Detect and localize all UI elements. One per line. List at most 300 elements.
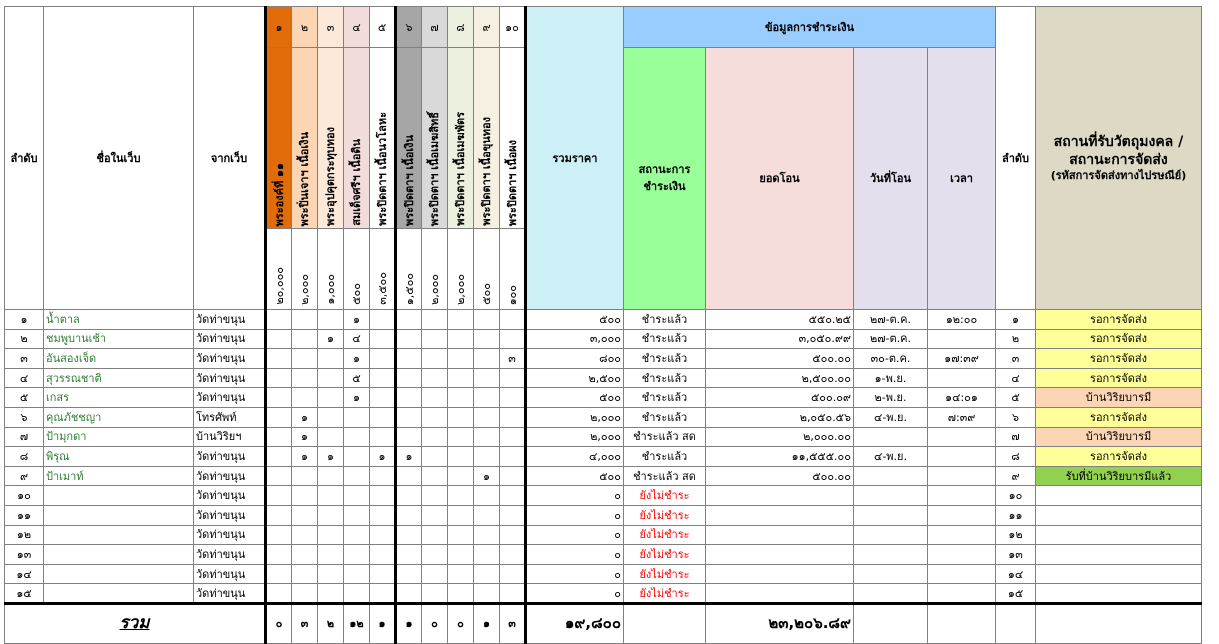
row-from-cell[interactable]: วัดท่าขนุน	[194, 545, 266, 565]
row-status-cell[interactable]: ชำระแล้ว	[624, 349, 706, 369]
row-seq2-cell[interactable]: ๓	[996, 349, 1036, 369]
row-place-cell[interactable]	[1036, 486, 1202, 506]
row-qty-cell-1[interactable]	[266, 564, 292, 584]
row-place-cell[interactable]: รอการจัดส่ง	[1036, 310, 1202, 330]
row-qty-cell-2[interactable]	[292, 329, 318, 349]
row-qty-cell-4[interactable]	[344, 525, 370, 545]
row-qty-cell-8[interactable]	[448, 545, 474, 565]
row-qty-cell-9[interactable]	[474, 486, 500, 506]
row-place-cell[interactable]	[1036, 545, 1202, 565]
row-from-cell[interactable]: วัดท่าขนุน	[194, 564, 266, 584]
row-qty-cell-2[interactable]	[292, 310, 318, 330]
row-qty-cell-9[interactable]	[474, 564, 500, 584]
row-seq-cell[interactable]: ๖	[5, 407, 44, 427]
row-total-cell[interactable]: ๒,๕๐๐	[526, 368, 624, 388]
row-date-cell[interactable]	[854, 545, 928, 565]
row-total-cell[interactable]: ๐	[526, 564, 624, 584]
row-time-cell[interactable]: ๑๗:๓๙	[928, 349, 996, 369]
row-place-cell[interactable]: รอการจัดส่ง	[1036, 407, 1202, 427]
row-name-cell[interactable]	[44, 545, 194, 565]
row-seq2-cell[interactable]: ๑	[996, 310, 1036, 330]
row-qty-cell-2[interactable]	[292, 486, 318, 506]
row-status-cell[interactable]: ชำระแล้ว	[624, 310, 706, 330]
row-date-cell[interactable]: ๑-พ.ย.	[854, 368, 928, 388]
row-qty-cell-2[interactable]	[292, 368, 318, 388]
row-date-cell[interactable]	[854, 486, 928, 506]
row-seq-cell[interactable]: ๙	[5, 466, 44, 486]
row-qty-cell-3[interactable]	[318, 368, 344, 388]
row-qty-cell-2[interactable]	[292, 388, 318, 408]
row-qty-cell-4[interactable]	[344, 564, 370, 584]
row-status-cell[interactable]: ยังไม่ชำระ	[624, 505, 706, 525]
row-qty-cell-1[interactable]	[266, 388, 292, 408]
row-seq2-cell[interactable]: ๒	[996, 329, 1036, 349]
row-qty-cell-3[interactable]	[318, 466, 344, 486]
row-place-cell[interactable]: รอการจัดส่ง	[1036, 368, 1202, 388]
row-qty-cell-5[interactable]	[370, 388, 396, 408]
row-time-cell[interactable]	[928, 584, 996, 604]
row-qty-cell-8[interactable]	[448, 388, 474, 408]
row-time-cell[interactable]	[928, 329, 996, 349]
row-qty-cell-6[interactable]	[396, 310, 422, 330]
row-qty-cell-5[interactable]	[370, 368, 396, 388]
row-place-cell[interactable]: รอการจัดส่ง	[1036, 447, 1202, 467]
row-qty-cell-1[interactable]	[266, 368, 292, 388]
row-seq-cell[interactable]: ๔	[5, 368, 44, 388]
row-time-cell[interactable]	[928, 427, 996, 447]
row-qty-cell-10[interactable]	[500, 407, 526, 427]
row-qty-cell-5[interactable]	[370, 427, 396, 447]
row-seq2-cell[interactable]: ๑๓	[996, 545, 1036, 565]
row-place-cell[interactable]	[1036, 505, 1202, 525]
row-qty-cell-4[interactable]: ๑	[344, 388, 370, 408]
row-time-cell[interactable]	[928, 505, 996, 525]
row-seq-cell[interactable]: ๑	[5, 310, 44, 330]
row-from-cell[interactable]: วัดท่าขนุน	[194, 584, 266, 604]
row-qty-cell-5[interactable]: ๑	[370, 447, 396, 467]
row-qty-cell-8[interactable]	[448, 525, 474, 545]
row-qty-cell-8[interactable]	[448, 447, 474, 467]
row-qty-cell-2[interactable]	[292, 349, 318, 369]
row-qty-cell-10[interactable]	[500, 525, 526, 545]
row-seq-cell[interactable]: ๘	[5, 447, 44, 467]
row-qty-cell-8[interactable]	[448, 466, 474, 486]
row-time-cell[interactable]	[928, 545, 996, 565]
row-qty-cell-3[interactable]	[318, 486, 344, 506]
row-qty-cell-3[interactable]	[318, 545, 344, 565]
row-qty-cell-10[interactable]	[500, 486, 526, 506]
row-qty-cell-3[interactable]: ๑	[318, 447, 344, 467]
row-qty-cell-8[interactable]	[448, 310, 474, 330]
row-time-cell[interactable]: ๑๔:๐๑	[928, 388, 996, 408]
row-qty-cell-4[interactable]	[344, 545, 370, 565]
row-qty-cell-4[interactable]	[344, 427, 370, 447]
row-qty-cell-10[interactable]	[500, 388, 526, 408]
row-amount-cell[interactable]: ๒,๐๐๐.๐๐	[706, 427, 854, 447]
row-qty-cell-7[interactable]	[422, 407, 448, 427]
row-seq-cell[interactable]: ๑๒	[5, 525, 44, 545]
row-qty-cell-8[interactable]	[448, 407, 474, 427]
row-from-cell[interactable]: วัดท่าขนุน	[194, 505, 266, 525]
row-qty-cell-9[interactable]	[474, 525, 500, 545]
row-place-cell[interactable]: รอการจัดส่ง	[1036, 349, 1202, 369]
row-status-cell[interactable]: ยังไม่ชำระ	[624, 545, 706, 565]
row-total-cell[interactable]: ๐	[526, 545, 624, 565]
row-qty-cell-6[interactable]	[396, 427, 422, 447]
row-name-cell[interactable]	[44, 505, 194, 525]
row-seq2-cell[interactable]: ๖	[996, 407, 1036, 427]
row-qty-cell-8[interactable]	[448, 505, 474, 525]
row-qty-cell-7[interactable]	[422, 505, 448, 525]
row-seq-cell[interactable]: ๑๐	[5, 486, 44, 506]
row-total-cell[interactable]: ๒,๐๐๐	[526, 407, 624, 427]
row-qty-cell-2[interactable]	[292, 545, 318, 565]
row-qty-cell-5[interactable]	[370, 407, 396, 427]
row-status-cell[interactable]: ชำระแล้ว	[624, 329, 706, 349]
row-status-cell[interactable]: ชำระแล้ว	[624, 407, 706, 427]
row-qty-cell-7[interactable]	[422, 310, 448, 330]
row-seq2-cell[interactable]: ๑๒	[996, 525, 1036, 545]
row-qty-cell-3[interactable]	[318, 505, 344, 525]
row-qty-cell-6[interactable]	[396, 545, 422, 565]
row-qty-cell-8[interactable]	[448, 486, 474, 506]
row-qty-cell-3[interactable]	[318, 427, 344, 447]
row-date-cell[interactable]	[854, 466, 928, 486]
row-name-cell[interactable]: น้ำตาล	[44, 310, 194, 330]
row-qty-cell-3[interactable]	[318, 349, 344, 369]
row-qty-cell-7[interactable]	[422, 427, 448, 447]
row-qty-cell-10[interactable]	[500, 368, 526, 388]
row-qty-cell-2[interactable]	[292, 525, 318, 545]
row-amount-cell[interactable]: ๕๐๐.๐๙	[706, 388, 854, 408]
row-seq-cell[interactable]: ๑๕	[5, 584, 44, 604]
row-qty-cell-5[interactable]	[370, 525, 396, 545]
row-place-cell[interactable]: รับที่บ้านวิริยบารมีแล้ว	[1036, 466, 1202, 486]
row-place-cell[interactable]	[1036, 525, 1202, 545]
row-amount-cell[interactable]	[706, 525, 854, 545]
row-name-cell[interactable]	[44, 584, 194, 604]
row-name-cell[interactable]: ชมพูบานเช้า	[44, 329, 194, 349]
row-qty-cell-9[interactable]	[474, 349, 500, 369]
row-from-cell[interactable]: โทรศัพท์	[194, 407, 266, 427]
row-qty-cell-1[interactable]	[266, 486, 292, 506]
row-from-cell[interactable]: วัดท่าขนุน	[194, 447, 266, 467]
row-status-cell[interactable]: ชำระแล้ว สด	[624, 427, 706, 447]
row-date-cell[interactable]	[854, 505, 928, 525]
row-qty-cell-4[interactable]	[344, 584, 370, 604]
row-qty-cell-6[interactable]	[396, 388, 422, 408]
row-from-cell[interactable]: วัดท่าขนุน	[194, 525, 266, 545]
row-seq-cell[interactable]: ๑๓	[5, 545, 44, 565]
row-qty-cell-3[interactable]	[318, 310, 344, 330]
row-qty-cell-2[interactable]	[292, 466, 318, 486]
row-qty-cell-9[interactable]	[474, 505, 500, 525]
row-qty-cell-10[interactable]	[500, 329, 526, 349]
row-seq2-cell[interactable]: ๗	[996, 427, 1036, 447]
row-date-cell[interactable]: ๒-พ.ย.	[854, 388, 928, 408]
row-qty-cell-7[interactable]	[422, 545, 448, 565]
row-qty-cell-4[interactable]: ๕	[344, 368, 370, 388]
row-seq-cell[interactable]: ๑๑	[5, 505, 44, 525]
row-status-cell[interactable]: ชำระแล้ว	[624, 368, 706, 388]
row-qty-cell-7[interactable]	[422, 329, 448, 349]
row-amount-cell[interactable]	[706, 505, 854, 525]
row-qty-cell-4[interactable]	[344, 466, 370, 486]
row-time-cell[interactable]	[928, 368, 996, 388]
row-qty-cell-7[interactable]	[422, 525, 448, 545]
row-qty-cell-7[interactable]	[422, 584, 448, 604]
row-amount-cell[interactable]: ๒,๕๐๐.๐๐	[706, 368, 854, 388]
row-qty-cell-5[interactable]	[370, 545, 396, 565]
row-date-cell[interactable]	[854, 584, 928, 604]
row-qty-cell-6[interactable]	[396, 329, 422, 349]
row-qty-cell-8[interactable]	[448, 584, 474, 604]
row-from-cell[interactable]: วัดท่าขนุน	[194, 466, 266, 486]
row-qty-cell-1[interactable]	[266, 466, 292, 486]
row-qty-cell-9[interactable]	[474, 584, 500, 604]
row-time-cell[interactable]	[928, 466, 996, 486]
row-seq-cell[interactable]: ๑๔	[5, 564, 44, 584]
row-qty-cell-7[interactable]	[422, 486, 448, 506]
row-amount-cell[interactable]: ๕๐๐.๐๐	[706, 349, 854, 369]
row-qty-cell-9[interactable]: ๑	[474, 466, 500, 486]
row-qty-cell-7[interactable]	[422, 368, 448, 388]
row-status-cell[interactable]: ชำระแล้ว สด	[624, 466, 706, 486]
row-name-cell[interactable]: สุวรรณชาติ	[44, 368, 194, 388]
row-total-cell[interactable]: ๔,๐๐๐	[526, 447, 624, 467]
row-qty-cell-10[interactable]	[500, 447, 526, 467]
row-qty-cell-3[interactable]	[318, 564, 344, 584]
row-qty-cell-2[interactable]	[292, 564, 318, 584]
row-date-cell[interactable]	[854, 564, 928, 584]
row-name-cell[interactable]	[44, 486, 194, 506]
row-qty-cell-7[interactable]	[422, 388, 448, 408]
row-qty-cell-3[interactable]	[318, 388, 344, 408]
row-qty-cell-6[interactable]	[396, 407, 422, 427]
row-amount-cell[interactable]	[706, 486, 854, 506]
row-from-cell[interactable]: วัดท่าขนุน	[194, 310, 266, 330]
row-qty-cell-10[interactable]	[500, 545, 526, 565]
row-from-cell[interactable]: วัดท่าขนุน	[194, 349, 266, 369]
row-seq-cell[interactable]: ๒	[5, 329, 44, 349]
row-qty-cell-5[interactable]	[370, 466, 396, 486]
row-name-cell[interactable]	[44, 564, 194, 584]
row-qty-cell-1[interactable]	[266, 329, 292, 349]
row-date-cell[interactable]: ๓๐-ต.ค.	[854, 349, 928, 369]
row-date-cell[interactable]	[854, 427, 928, 447]
row-amount-cell[interactable]: ๑๑,๕๕๕.๐๐	[706, 447, 854, 467]
row-seq-cell[interactable]: ๕	[5, 388, 44, 408]
row-qty-cell-6[interactable]	[396, 525, 422, 545]
row-qty-cell-1[interactable]	[266, 447, 292, 467]
row-date-cell[interactable]: ๒๗-ต.ค.	[854, 329, 928, 349]
row-qty-cell-7[interactable]	[422, 349, 448, 369]
row-status-cell[interactable]: ชำระแล้ว	[624, 388, 706, 408]
row-qty-cell-7[interactable]	[422, 564, 448, 584]
row-status-cell[interactable]: ยังไม่ชำระ	[624, 525, 706, 545]
row-qty-cell-10[interactable]	[500, 466, 526, 486]
row-qty-cell-9[interactable]	[474, 310, 500, 330]
row-qty-cell-1[interactable]	[266, 525, 292, 545]
row-amount-cell[interactable]: ๕๕๐.๒๕	[706, 310, 854, 330]
row-qty-cell-6[interactable]	[396, 368, 422, 388]
row-place-cell[interactable]	[1036, 584, 1202, 604]
row-qty-cell-3[interactable]: ๑	[318, 329, 344, 349]
row-name-cell[interactable]: คุณภัชชญา	[44, 407, 194, 427]
row-qty-cell-9[interactable]	[474, 329, 500, 349]
row-amount-cell[interactable]	[706, 564, 854, 584]
row-qty-cell-6[interactable]	[396, 584, 422, 604]
row-time-cell[interactable]	[928, 525, 996, 545]
row-qty-cell-9[interactable]	[474, 447, 500, 467]
row-from-cell[interactable]: วัดท่าขนุน	[194, 329, 266, 349]
row-qty-cell-7[interactable]	[422, 447, 448, 467]
row-qty-cell-2[interactable]	[292, 505, 318, 525]
row-total-cell[interactable]: ๐	[526, 584, 624, 604]
row-seq2-cell[interactable]: ๑๐	[996, 486, 1036, 506]
row-place-cell[interactable]	[1036, 564, 1202, 584]
row-qty-cell-10[interactable]	[500, 505, 526, 525]
row-status-cell[interactable]: ชำระแล้ว	[624, 447, 706, 467]
row-qty-cell-3[interactable]	[318, 584, 344, 604]
row-seq2-cell[interactable]: ๔	[996, 368, 1036, 388]
row-time-cell[interactable]	[928, 486, 996, 506]
row-qty-cell-8[interactable]	[448, 427, 474, 447]
row-qty-cell-6[interactable]	[396, 564, 422, 584]
row-qty-cell-6[interactable]	[396, 349, 422, 369]
row-qty-cell-2[interactable]: ๑	[292, 427, 318, 447]
row-status-cell[interactable]: ยังไม่ชำระ	[624, 486, 706, 506]
row-date-cell[interactable]: ๒๗-ต.ค.	[854, 310, 928, 330]
row-amount-cell[interactable]	[706, 584, 854, 604]
row-time-cell[interactable]: ๑๒:๐๐	[928, 310, 996, 330]
row-seq2-cell[interactable]: ๙	[996, 466, 1036, 486]
row-qty-cell-8[interactable]	[448, 349, 474, 369]
row-qty-cell-1[interactable]	[266, 349, 292, 369]
row-qty-cell-5[interactable]	[370, 349, 396, 369]
row-qty-cell-5[interactable]	[370, 310, 396, 330]
row-qty-cell-6[interactable]	[396, 466, 422, 486]
row-qty-cell-1[interactable]	[266, 310, 292, 330]
row-qty-cell-5[interactable]	[370, 505, 396, 525]
row-time-cell[interactable]	[928, 564, 996, 584]
row-qty-cell-5[interactable]	[370, 584, 396, 604]
row-qty-cell-4[interactable]: ๑	[344, 310, 370, 330]
row-name-cell[interactable]: ป้ามุกดา	[44, 427, 194, 447]
row-total-cell[interactable]: ๕๐๐	[526, 310, 624, 330]
row-seq-cell[interactable]: ๗	[5, 427, 44, 447]
row-total-cell[interactable]: ๒,๐๐๐	[526, 427, 624, 447]
row-qty-cell-9[interactable]	[474, 407, 500, 427]
row-name-cell[interactable]: พิรุณ	[44, 447, 194, 467]
row-qty-cell-4[interactable]	[344, 486, 370, 506]
row-qty-cell-8[interactable]	[448, 564, 474, 584]
row-name-cell[interactable]	[44, 525, 194, 545]
row-qty-cell-1[interactable]	[266, 427, 292, 447]
row-qty-cell-10[interactable]: ๓	[500, 349, 526, 369]
row-qty-cell-1[interactable]	[266, 584, 292, 604]
row-qty-cell-2[interactable]	[292, 584, 318, 604]
row-status-cell[interactable]: ยังไม่ชำระ	[624, 564, 706, 584]
row-qty-cell-1[interactable]	[266, 407, 292, 427]
row-qty-cell-8[interactable]	[448, 329, 474, 349]
row-qty-cell-5[interactable]	[370, 329, 396, 349]
row-date-cell[interactable]	[854, 525, 928, 545]
row-place-cell[interactable]: รอการจัดส่ง	[1036, 329, 1202, 349]
row-seq2-cell[interactable]: ๑๔	[996, 564, 1036, 584]
row-qty-cell-4[interactable]	[344, 407, 370, 427]
row-qty-cell-8[interactable]	[448, 368, 474, 388]
row-seq2-cell[interactable]: ๕	[996, 388, 1036, 408]
row-total-cell[interactable]: ๐	[526, 525, 624, 545]
row-qty-cell-6[interactable]	[396, 505, 422, 525]
row-qty-cell-1[interactable]	[266, 545, 292, 565]
row-qty-cell-4[interactable]	[344, 447, 370, 467]
row-seq2-cell[interactable]: ๑๕	[996, 584, 1036, 604]
row-qty-cell-10[interactable]	[500, 584, 526, 604]
row-qty-cell-1[interactable]	[266, 505, 292, 525]
row-qty-cell-4[interactable]: ๑	[344, 349, 370, 369]
row-total-cell[interactable]: ๘๐๐	[526, 349, 624, 369]
row-qty-cell-10[interactable]	[500, 564, 526, 584]
row-name-cell[interactable]: อันสองเจ็ด	[44, 349, 194, 369]
row-status-cell[interactable]: ยังไม่ชำระ	[624, 584, 706, 604]
row-qty-cell-10[interactable]	[500, 427, 526, 447]
row-qty-cell-6[interactable]	[396, 486, 422, 506]
row-qty-cell-9[interactable]	[474, 427, 500, 447]
row-qty-cell-4[interactable]	[344, 505, 370, 525]
row-seq-cell[interactable]: ๓	[5, 349, 44, 369]
row-qty-cell-4[interactable]: ๔	[344, 329, 370, 349]
row-total-cell[interactable]: ๐	[526, 486, 624, 506]
row-qty-cell-5[interactable]	[370, 564, 396, 584]
row-qty-cell-2[interactable]: ๑	[292, 447, 318, 467]
row-amount-cell[interactable]	[706, 545, 854, 565]
row-total-cell[interactable]: ๓,๐๐๐	[526, 329, 624, 349]
row-qty-cell-2[interactable]: ๑	[292, 407, 318, 427]
row-qty-cell-7[interactable]	[422, 466, 448, 486]
row-seq2-cell[interactable]: ๘	[996, 447, 1036, 467]
row-time-cell[interactable]	[928, 447, 996, 467]
row-qty-cell-3[interactable]	[318, 407, 344, 427]
row-date-cell[interactable]: ๔-พ.ย.	[854, 407, 928, 427]
row-place-cell[interactable]: บ้านวิริยบารมี	[1036, 388, 1202, 408]
row-name-cell[interactable]: เกสร	[44, 388, 194, 408]
row-amount-cell[interactable]: ๕๐๐.๐๐	[706, 466, 854, 486]
row-qty-cell-6[interactable]: ๑	[396, 447, 422, 467]
row-total-cell[interactable]: ๐	[526, 505, 624, 525]
row-qty-cell-9[interactable]	[474, 388, 500, 408]
row-date-cell[interactable]: ๔-พ.ย.	[854, 447, 928, 467]
row-qty-cell-10[interactable]	[500, 310, 526, 330]
row-qty-cell-3[interactable]	[318, 525, 344, 545]
row-amount-cell[interactable]: ๒,๐๕๐.๕๖	[706, 407, 854, 427]
row-qty-cell-9[interactable]	[474, 368, 500, 388]
row-from-cell[interactable]: บ้านวิริยฯ	[194, 427, 266, 447]
row-from-cell[interactable]: วัดท่าขนุน	[194, 388, 266, 408]
row-time-cell[interactable]: ๗:๓๙	[928, 407, 996, 427]
row-total-cell[interactable]: ๕๐๐	[526, 388, 624, 408]
row-from-cell[interactable]: วัดท่าขนุน	[194, 486, 266, 506]
row-qty-cell-9[interactable]	[474, 545, 500, 565]
row-qty-cell-5[interactable]	[370, 486, 396, 506]
row-total-cell[interactable]: ๕๐๐	[526, 466, 624, 486]
row-amount-cell[interactable]: ๓,๐๕๐.๙๙	[706, 329, 854, 349]
row-seq2-cell[interactable]: ๑๑	[996, 505, 1036, 525]
row-from-cell[interactable]: วัดท่าขนุน	[194, 368, 266, 388]
row-place-cell[interactable]: บ้านวิริยบารมี	[1036, 427, 1202, 447]
row-name-cell[interactable]: ป้าเมาท์	[44, 466, 194, 486]
